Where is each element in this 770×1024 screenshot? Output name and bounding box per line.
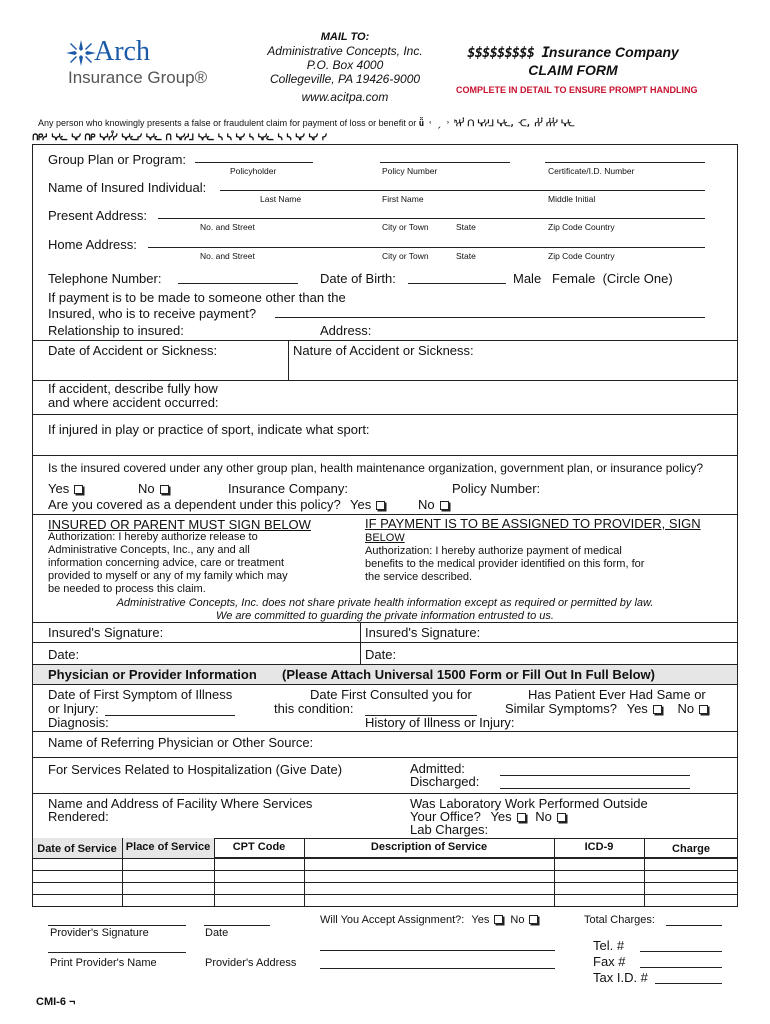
- table-col-line-4: [554, 838, 555, 906]
- first-symptom-line[interactable]: [105, 715, 235, 716]
- lab-no-label: No: [535, 809, 552, 824]
- table-row-2[interactable]: [32, 882, 738, 883]
- divider-9: [32, 757, 738, 758]
- arch-logo: [64, 36, 214, 96]
- zip-caption-2: Zip Code Country: [548, 251, 615, 261]
- same-no-label: No: [677, 701, 695, 716]
- assign-question: [320, 914, 538, 926]
- dependent-yes-label: Yes: [350, 497, 372, 512]
- left-auth-line-1: Authorization: I hereby authorize release to: [48, 531, 258, 543]
- lab-yes-label: Yes: [490, 809, 512, 824]
- dob-line[interactable]: [408, 283, 506, 284]
- right-auth-heading-2: BELOW: [365, 532, 405, 544]
- lab-2-label: Your Office?: [410, 809, 481, 824]
- fraud-line1-garbled: ǚ ˓ ˏ ˒ ᑋᓱᓮ ᑎ ᓴᓯᓱᒧ ᓴᓱᓚ, ᑡ, ᓰᓮ ᓰᓮᓯ ᓴᓱᓚ: [418, 119, 574, 129]
- assign-yes[interactable]: [471, 914, 503, 926]
- left-auth-line-3: information concerning advice, care or treatment: [48, 557, 285, 569]
- sign-date-right[interactable]: Date:: [365, 647, 397, 662]
- last-name-caption: Last Name: [260, 194, 302, 204]
- col-icd9: ICD-9: [584, 841, 614, 853]
- street-caption: No. and Street: [200, 222, 255, 232]
- state-caption: State: [456, 222, 476, 232]
- dob-label: Date of Birth:: [320, 271, 396, 286]
- date-line[interactable]: [204, 925, 270, 926]
- coverage-yes[interactable]: [48, 481, 83, 496]
- lab-yes[interactable]: [490, 809, 525, 824]
- consulted-1: Date First Consulted you for: [310, 687, 472, 702]
- title-line1: nsurance Company: [548, 44, 679, 60]
- privacy-statement: [32, 597, 738, 623]
- provider-address-label: Provider's Address: [205, 957, 297, 969]
- group-plan-line[interactable]: [195, 162, 313, 163]
- fax-line[interactable]: [640, 967, 722, 968]
- right-auth-heading-1: IF PAYMENT IS TO BE ASSIGNED TO PROVIDER, SIGN: [365, 516, 701, 531]
- title-note: COMPLETE IN DETAIL TO ENSURE PROMPT HANDLING: [456, 85, 698, 95]
- admitted-line[interactable]: [500, 775, 690, 776]
- tel-line[interactable]: [640, 951, 722, 952]
- right-auth-line-1: Authorization: I hereby authorize payment of medical: [365, 545, 622, 557]
- home-address-label: Home Address:: [48, 237, 137, 252]
- fraud-line1: Any person who knowingly presents a false or fraudulent claim for payment of loss or benefit or: [38, 118, 417, 128]
- same-no-checkbox[interactable]: [699, 705, 708, 714]
- assign-label: Will You Accept Assignment?:: [320, 914, 465, 926]
- history-label: History of Illness or Injury:: [365, 715, 515, 730]
- city-caption-2: City or Town: [382, 251, 429, 261]
- first-symptom-2: or Injury:: [48, 701, 99, 716]
- same-yes-label: Yes: [626, 701, 648, 716]
- col-date-of-service: Date of Service: [32, 838, 122, 858]
- telephone-line[interactable]: [178, 283, 298, 284]
- assign-no[interactable]: [510, 914, 538, 926]
- physician-attach: (Please Attach Universal 1500 Form or Fill Out In Full Below): [282, 667, 655, 682]
- table-row-3[interactable]: [32, 894, 738, 895]
- left-auth-heading: INSURED OR PARENT MUST SIGN BELOW: [48, 517, 311, 532]
- fax-label: Fax #: [593, 954, 626, 969]
- divider-6: [32, 622, 738, 623]
- facility-2: Rendered:: [48, 809, 109, 824]
- form-title: [448, 44, 698, 79]
- present-address-label: Present Address:: [48, 208, 147, 223]
- dependent-label: Are you covered as a dependent under this policy?: [48, 497, 341, 512]
- coverage-yes-label: Yes: [48, 481, 70, 496]
- divider-3: [32, 414, 738, 415]
- coverage-no-label: No: [138, 481, 155, 496]
- divider-10: [32, 793, 738, 794]
- same-symptoms-2: [505, 702, 708, 715]
- provider-sig-label: Provider's Signature: [50, 927, 149, 939]
- table-col-line-0: [32, 838, 33, 906]
- sex-selector[interactable]: Male Female (Circle One): [513, 271, 673, 286]
- mail-web: www.acitpa.com: [301, 90, 389, 104]
- dependent-no-label: No: [418, 497, 435, 512]
- table-header: [32, 838, 738, 858]
- left-auth-line-2: Administrative Concepts, Inc., any and all: [48, 544, 250, 556]
- same-yes-checkbox[interactable]: [653, 705, 662, 714]
- privacy-line-1: Administrative Concepts, Inc. does not share private health information except as required or permitted by law.: [116, 597, 654, 609]
- assign-yes-checkbox[interactable]: [494, 915, 503, 924]
- policyholder-caption: Policyholder: [230, 166, 277, 176]
- dependent-no-checkbox[interactable]: [440, 501, 449, 510]
- logo-brand: Arch: [94, 36, 150, 67]
- insured-signature-left[interactable]: Insured's Signature:: [48, 625, 164, 640]
- table-col-line-2: [214, 838, 215, 906]
- print-name-line[interactable]: [48, 952, 186, 953]
- accident-nature-label: Nature of Accident or Sickness:: [293, 343, 474, 358]
- right-auth-line-3: the service described.: [365, 571, 472, 583]
- privacy-line-2: We are committed to guarding the private information entrusted to us.: [216, 610, 554, 622]
- provider-address-line-2[interactable]: [320, 968, 555, 969]
- fraud-warning: [32, 116, 574, 145]
- telephone-label: Telephone Number:: [48, 271, 162, 286]
- city-caption: City or Town: [382, 222, 429, 232]
- policy-number-caption: Policy Number: [382, 166, 438, 176]
- lab-1: Was Laboratory Work Performed Outside: [410, 796, 648, 811]
- lab-no[interactable]: [535, 809, 566, 824]
- diagnosis-label: Diagnosis:: [48, 715, 109, 730]
- footer-date-label: Date: [205, 927, 229, 939]
- cert-id-line[interactable]: [545, 162, 705, 163]
- dependent-yes[interactable]: [350, 497, 385, 512]
- table-col-line-5: [644, 838, 645, 906]
- zip-caption: Zip Code Country: [548, 222, 615, 232]
- tax-id-label: Tax I.D. #: [593, 970, 648, 985]
- referring-label: Name of Referring Physician or Other Source:: [48, 735, 314, 750]
- accident-date-label: Date of Accident or Sickness:: [48, 343, 218, 358]
- total-charges-line[interactable]: [666, 925, 722, 926]
- consulted-2: this condition:: [274, 701, 354, 716]
- tax-id-line[interactable]: [655, 983, 722, 984]
- divider-5: [32, 514, 738, 515]
- mail-line3: Collegeville, PA 19426-9000: [269, 72, 421, 86]
- assign-no-label: No: [510, 914, 525, 926]
- group-plan-label: Group Plan or Program:: [48, 152, 187, 167]
- same-yes[interactable]: [627, 701, 662, 716]
- table-row-1[interactable]: [32, 870, 738, 871]
- col-place-of-service: Place of Service: [122, 838, 214, 858]
- accident-describe-2: and where accident occurred:: [48, 395, 219, 410]
- arch-star-icon: [64, 38, 98, 68]
- sig-divider: [360, 622, 361, 664]
- col-description: Description of Service: [370, 841, 488, 853]
- tel-label: Tel. #: [593, 938, 625, 953]
- left-auth-text: [48, 531, 288, 596]
- relationship-label: Relationship to insured:: [48, 323, 184, 338]
- ins-company-label: Insurance Company:: [228, 481, 348, 496]
- mail-line1: Administrative Concepts, Inc.: [267, 44, 423, 58]
- col-charge: Charge: [672, 843, 710, 855]
- dependent-yes-checkbox[interactable]: [376, 501, 385, 510]
- left-auth-line-4: provided to myself or any of my family which may: [48, 570, 288, 582]
- insured-signature-right[interactable]: Insured's Signature:: [365, 625, 481, 640]
- form-code: CMI-6 ¬: [36, 996, 76, 1008]
- logo-subtitle: Insurance Group®: [68, 68, 208, 87]
- first-name-caption: First Name: [382, 194, 424, 204]
- assign-no-checkbox[interactable]: [529, 915, 538, 924]
- payee-line2: Insured, who is to receive payment?: [48, 306, 257, 321]
- table-col-line-1: [122, 838, 123, 906]
- discharged-label: Discharged:: [410, 774, 480, 789]
- provider-sig-line[interactable]: [48, 925, 186, 926]
- accident-describe-1: If accident, describe fully how: [48, 381, 218, 396]
- lab-no-checkbox[interactable]: [557, 813, 566, 822]
- coverage-question: Is the insured covered under any other group plan, health maintenance organization, government plan, or insurance policy?: [48, 461, 704, 475]
- sport-label: If injured in play or practice of sport, indicate what sport:: [48, 422, 370, 437]
- mail-to-block: [255, 30, 435, 104]
- present-address-line[interactable]: [158, 218, 705, 219]
- coverage-policy-label: Policy Number:: [452, 481, 541, 496]
- mail-heading: MAIL TO:: [320, 31, 370, 43]
- same-no[interactable]: [677, 701, 708, 716]
- yes-checkbox[interactable]: [74, 485, 83, 494]
- right-auth-heading: [365, 517, 701, 545]
- dependent-no[interactable]: [418, 497, 449, 512]
- left-auth-line-5: be needed to process this claim.: [48, 583, 206, 595]
- table-col-line-3: [304, 838, 305, 906]
- right-auth-text: [365, 545, 644, 584]
- cert-id-caption: Certificate/I.D. Number: [548, 166, 635, 176]
- payee-line1: If payment is to be made to someone other than the: [48, 290, 346, 305]
- same-symptoms-1: Has Patient Ever Had Same or: [528, 687, 706, 702]
- col-cpt-code: CPT Code: [232, 841, 286, 853]
- divider-7: [32, 642, 738, 643]
- policy-number-line[interactable]: [380, 162, 510, 163]
- middle-initial-caption: Middle Initial: [548, 194, 596, 204]
- state-caption-2: State: [456, 251, 476, 261]
- lab-3: Lab Charges:: [410, 822, 489, 837]
- first-symptom-1: Date of First Symptom of Illness: [48, 687, 233, 702]
- name-insured-label: Name of Insured Individual:: [48, 180, 207, 195]
- title-obscured: $$$$$$$$$ I: [467, 45, 549, 61]
- divider-1: [32, 340, 738, 341]
- physician-heading: Physician or Provider Information: [48, 667, 257, 682]
- address-label: Address:: [320, 323, 372, 338]
- street-caption-2: No. and Street: [200, 251, 255, 261]
- divider-8: [32, 731, 738, 732]
- name-insured-line[interactable]: [220, 190, 705, 191]
- payee-line[interactable]: [275, 317, 705, 318]
- home-address-line[interactable]: [148, 247, 705, 248]
- facility-1: Name and Address of Facility Where Services: [48, 796, 313, 811]
- table-header-bottom: [32, 858, 738, 859]
- coverage-no[interactable]: [138, 481, 169, 496]
- divider-4: [32, 455, 738, 456]
- assign-yes-label: Yes: [471, 914, 490, 926]
- total-charges-label: Total Charges:: [584, 914, 655, 926]
- mail-line2: P.O. Box 4000: [306, 58, 384, 72]
- no-checkbox[interactable]: [160, 485, 169, 494]
- right-auth-line-2: benefits to the medical provider identified on this form, for: [365, 558, 645, 570]
- hospital-label: For Services Related to Hospitalization (Give Date): [48, 762, 343, 777]
- accident-divider: [288, 340, 289, 380]
- provider-address-line-1[interactable]: [320, 950, 555, 951]
- same-symptoms-2-label: Similar Symptoms?: [505, 701, 617, 716]
- admitted-label: Admitted:: [410, 761, 465, 776]
- print-name-label: Print Provider's Name: [50, 957, 157, 969]
- title-line2: CLAIM FORM: [528, 62, 618, 78]
- lab-yes-checkbox[interactable]: [517, 813, 526, 822]
- sign-date-left[interactable]: Date:: [48, 647, 80, 662]
- table-col-line-6: [737, 838, 738, 906]
- discharged-line[interactable]: [500, 788, 690, 789]
- table-row-4[interactable]: [32, 906, 738, 907]
- fraud-line2-garbled: ᑎᑭᓱ ᓴᓱᓚ ᓴᓯ ᑎᑭ ᓴᓱᓮᓯ ᓴᓱᓚᓯ ᓴᓱᓚ ᑎ ᓴᓯᓱᒧ ᓴᓱᓚ ᓴ ᓴ ᓴᓯ ᓴ ᓴᓯᓚ ᓴ ᓴ ᓴᓯ ᓴᓯ ᓯ: [32, 133, 326, 143]
